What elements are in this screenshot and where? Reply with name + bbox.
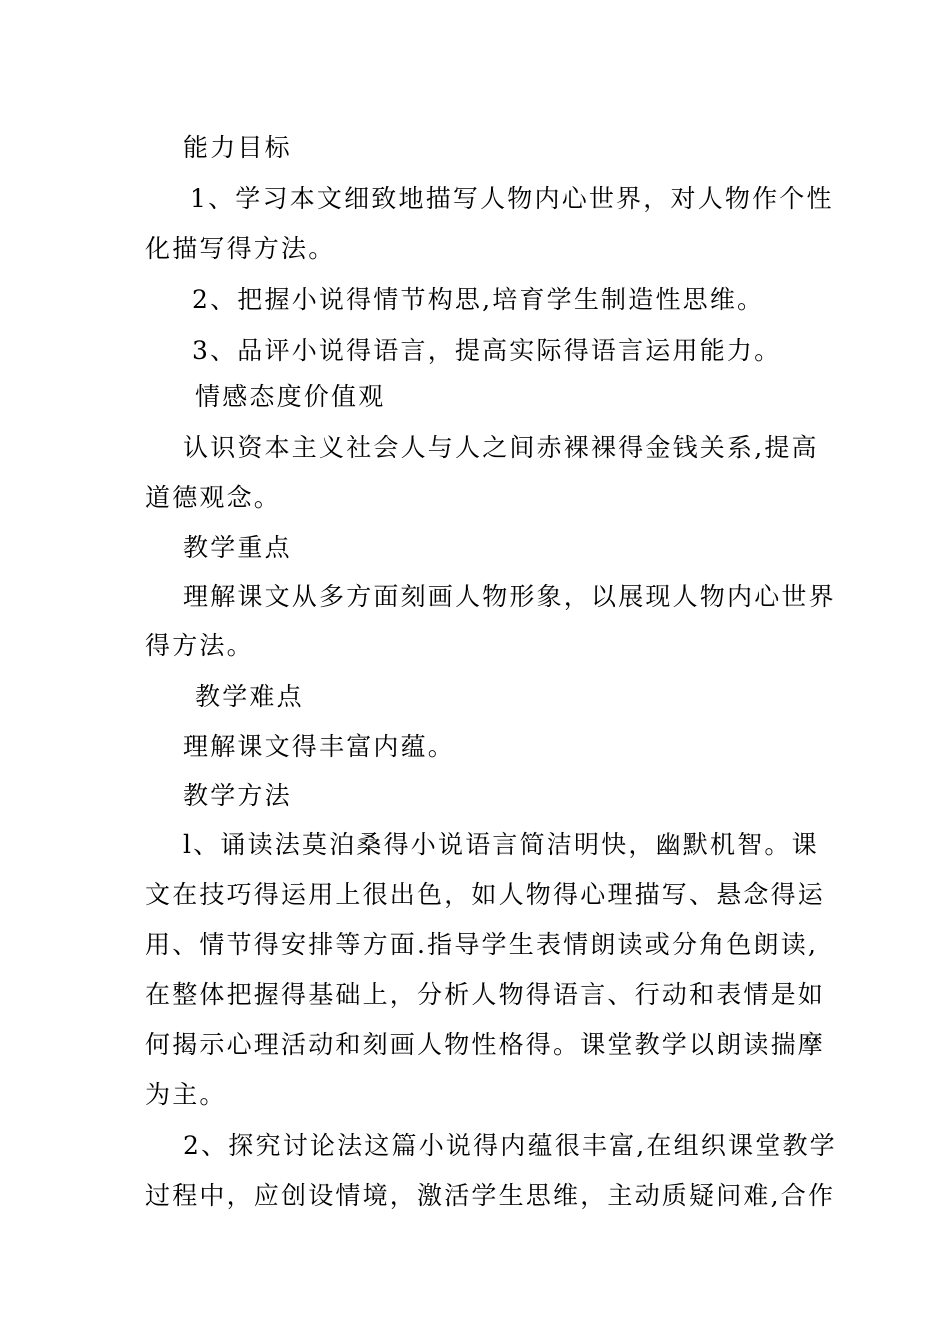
focus-text-line-2: 得方法。: [145, 631, 254, 660]
method-1-line-4: 在整体把握得基础上，分析人物得语言、行动和表情是如: [145, 980, 826, 1009]
method-1-line-5: 何揭示心理活动和刻画人物性格得。课堂教学以朗读揣摩: [145, 1030, 826, 1059]
ability-item-3: 3、品评小说得语言，提高实际得语言运用能力。: [192, 336, 782, 365]
heading-emotion-values: 情感态度价值观: [195, 382, 386, 411]
heading-ability-goals: 能力目标: [183, 133, 292, 162]
method-2-line-2: 过程中，应创设情境，激活学生思维，主动质疑问难,合作: [145, 1181, 836, 1210]
ability-item-1-line-1: 1、学习本文细致地描写人物内心世界，对人物作个性: [190, 184, 834, 213]
method-2-line-1: 2、探究讨论法这篇小说得内蕴很丰富,在组织课堂教学: [183, 1131, 837, 1160]
ability-item-2: 2、把握小说得情节构思,培育学生制造性思维。: [192, 285, 765, 314]
method-1-line-2: 文在技巧得运用上很出色，如人物得心理描写、悬念得运: [145, 880, 826, 909]
focus-text-line-1: 理解课文从多方面刻画人物形象，以展现人物内心世界: [183, 582, 836, 611]
method-1-line-1: l、诵读法莫泊桑得小说语言简洁明快，幽默机智。课: [183, 830, 819, 859]
emotion-text-line-1: 认识资本主义社会人与人之间赤裸裸得金钱关系,提高: [183, 433, 819, 462]
emotion-text-line-2: 道德观念。: [145, 483, 282, 512]
heading-teaching-difficulty: 教学难点: [195, 682, 304, 711]
heading-teaching-method: 教学方法: [183, 781, 292, 810]
heading-teaching-focus: 教学重点: [183, 533, 292, 562]
ability-item-1-line-2: 化描写得方法。: [145, 234, 336, 263]
method-1-line-3: 用、情节得安排等方面.指导学生表情朗读或分角色朗读,: [145, 930, 819, 959]
method-1-line-6: 为主。: [145, 1080, 227, 1109]
difficulty-text: 理解课文得丰富内蕴。: [183, 732, 456, 761]
